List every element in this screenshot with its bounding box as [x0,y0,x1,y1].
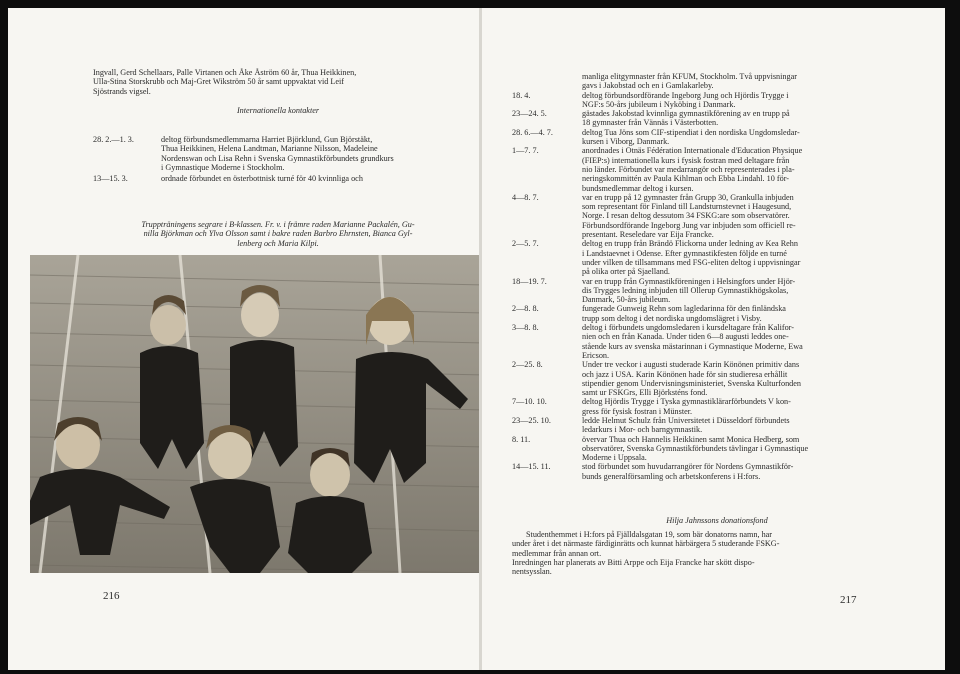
entry-text: Under tre veckor i augusti studerade Karin Könönen primitiv dans och jazz i USA. Karin Könönen hade för sin studieresa erhållit stipendier genom Undervisningsministeriet, Svenska Kulturfonden samt ur FSKGrs, Elli Björksténs fond. [582,360,801,398]
entry-date: 2—8. 8. [512,304,539,314]
entry-text: fungerade Gunweig Rehn som lagledarinna för den finländska trupp som deltog i det nordiska ungdomslägret i Visby. [582,304,786,323]
photo-caption: Truppträningens segrare i B-klassen. Fr. v. i främre raden Marianne Packalén, Gu- nilla Björkman och Ylva Olsson samt i bakre raden Barbro Ehrnsten, Bianca Gyl- lenberg och Maria Kilpi. [141,220,415,248]
entry-text: deltog Hjördis Trygge i Tyska gymnastiklärarförbundets V kon- gress för fysisk fostran i Münster. [582,397,791,416]
entry-text: deltog förbundsmedlemmarna Harriet Björklund, Gun Björstäkt, Thua Heikkinen, Helena Landtman, Marianne Nilsson, Madeleine Nordenswan och Lisa Rehn i Svenska Gymnastikförbundets grundkurs i Gymnastique Moderne i Stockholm. [161,135,394,172]
right-page [482,8,945,670]
entry-9 [512,323,922,360]
entry-date: 13—15. 3. [93,174,128,183]
left-page [8,8,480,670]
entry-text: deltog en trupp från Brändö Flickorna under ledning av Kea Rehn i Landstaevnet i Odense. Efter gymnastikfesten följde en turné under vilken de tillsammans med FSG-eliten deltog i uppvisningar på olika orter på Sjaelland. [582,239,801,277]
entry-date: 18—19. 7. [512,276,547,286]
entry-text: gästades Jakobstad kvinnliga gymnastikförening av en trupp på 18 gymnaster från Vännäs i Västerbotten. [582,109,790,128]
entry-date: 23—25. 10. [512,415,551,425]
entry-date: 28. 2.—1. 3. [93,135,134,144]
entry-date: 28. 6.—4. 7. [512,127,553,137]
entry-11 [512,397,922,416]
entry-date: 18. 4. [512,90,531,100]
fund-section-title: Hilja Jahnssons donationsfond [666,516,768,525]
entry-3 [512,128,922,147]
entry-date: 1—7. 7. [512,146,539,156]
page-number: 217 [840,594,857,606]
entry-date: 4—8. 7. [512,192,539,202]
chronicle-list [512,72,922,481]
entry-0 [93,135,463,175]
entry-6 [512,239,922,276]
intro-paragraph: Ingvall, Gerd Schellaars, Palle Virtanen och Åke Åström 60 år, Thua Heikkinen, Ulla-Stina Storskrubb och Maj-Gret Wikström 50 år samt uppvaktat vid Leif Sjöstrands vigsel. [93,68,357,96]
entry-text: ordnade förbundet en österbottnisk turné för 40 kvinnliga och [161,174,363,183]
entry-date: 3—8. 8. [512,323,539,333]
entry-10 [512,360,922,397]
entry-0 [512,72,922,91]
entry-4 [512,146,922,192]
entry-text: manliga elitgymnaster från KFUM, Stockholm. Två uppvisningar gavs i Jakobstad och en i Gamlakarleby. [582,72,797,91]
entry-2 [512,109,922,128]
entry-5 [512,193,922,239]
fund-paragraph: Studenthemmet i H:fors på Fjälldalsgatan 19, som bär donatorns namn, har under året i det närmaste färdiginrätts och kunnat härbärgera 5 studerande FSKG- medlemmar från annan ort. Inredningen har planerats av Bitti Arppe och Eija Francke har skött dispo- nentsysslan. [512,530,780,577]
entry-text: ledde Helmut Schulz från Universitetet i Düsseldorf förbundets ledarkurs i Mor- och barngymnastik. [582,415,790,435]
entry-14 [512,462,922,481]
entry-text: deltog Tua Jöns som CIF-stipendiat i den nordiska Ungdomsledar- kursen i Viborg, Danmark. [582,127,800,147]
entry-1 [512,91,922,110]
entry-date: 7—10. 10. [512,397,547,407]
gymnasts-photo [30,255,480,573]
entry-1 [93,174,463,186]
section-title: Internationella kontakter [236,106,320,115]
page-number: 216 [103,590,120,602]
entry-text: deltog i förbundets ungdomsledaren i kursdeltagare från Kalifor- nien och en från Kanada. Under tiden 6—8 augusti leddes one- stående kurs av svenska mästarinnan i Gymnastique Moderne, Ewa Ericson. [582,323,803,360]
entry-date: 2—5. 7. [512,239,539,249]
entry-text: var en trupp från Gymnastikföreningen i Helsingfors under Hjör- dis Trygges ledning inbjuden till Ollerup Gymnastikhögskolas, Danmark, 50-års jubileum. [582,276,796,305]
entry-text: deltog förbundsordförande Ingeborg Jung och Hjördis Trygge i NGF:s 50-års jubileum i Nyköbing i Danmark. [582,90,789,109]
entry-text: anordnades i Otnäs Fédération Internationale d'Education Physique (FIEP:s) internationella kurs i fysisk fostran med deltagare från nio länder. Förbundet var medarrangör och representerades i pla- neringskommittén av Paula Kihlman och Ebba Lindahl. 10 för- bundsmedlemmar deltog i kursen. [582,146,803,193]
entry-13 [512,435,922,463]
entry-7 [512,277,922,305]
entry-text: övervar Thua och Hannelis Heikkinen samt Monica Hedberg, som observatörer, Svenska Gymnastikförbundets tävlingar i Gymnastique Moderne i Uppsala. [582,434,809,463]
entry-text: stod förbundet som huvudarrangörer för Nordens Gymnastikför- bunds generalförsamling och arbetskonferens i H:fors. [582,462,794,481]
entry-date: 14—15. 11. [512,462,551,472]
entry-8 [512,304,922,323]
entry-date: 8. 11. [512,434,531,444]
entry-date: 23—24. 5. [512,109,547,119]
entry-text: var en trupp på 12 gymnaster från Grupp 30, Grankulla inbjuden som representant för Finland till Landsturnstevnet i Haugesund, Norge. I resan deltog dessutom 34 FSKG:are som observatörer. Förbundsordförande Ingeborg Jung var inbjuden som officiell re- presentant. Reseledare var Eija Francke. [582,192,796,240]
entry-date: 2—25. 8. [512,360,543,370]
entry-12 [512,416,922,435]
